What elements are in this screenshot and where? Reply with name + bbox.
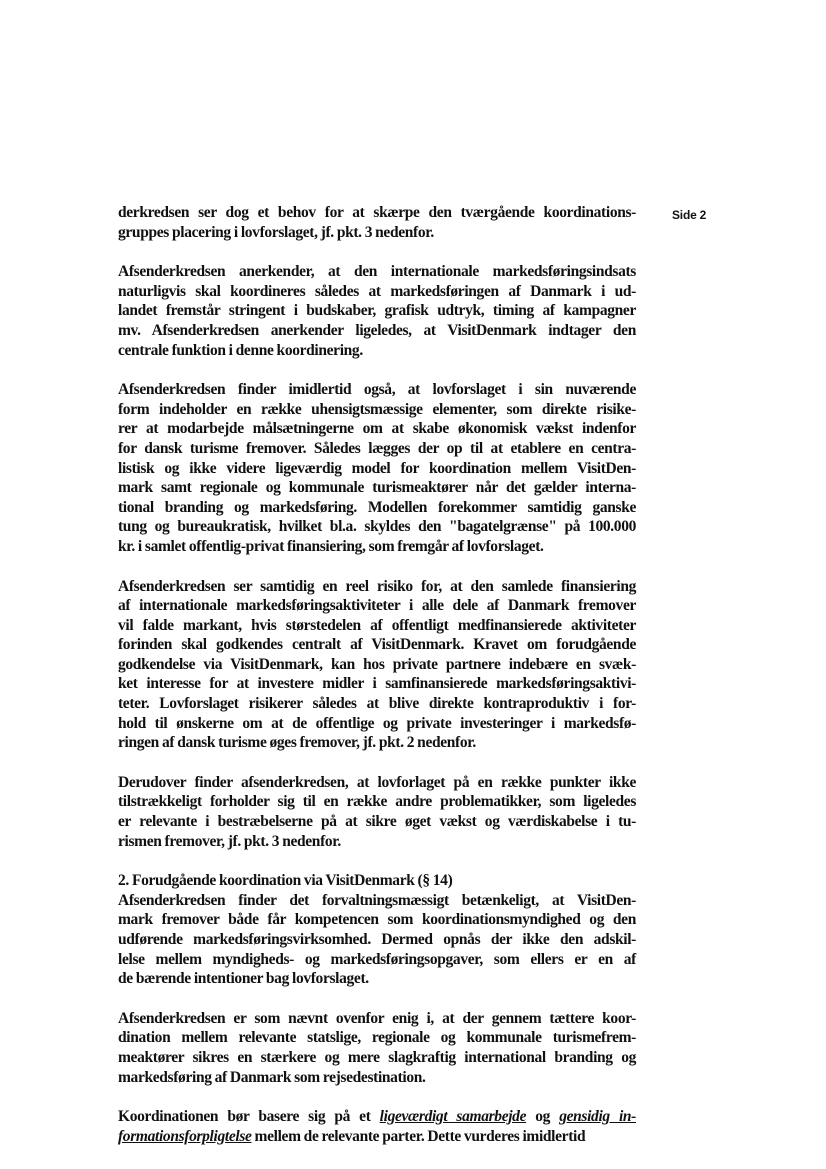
paragraph-line: meaktører sikres en stærkere og mere slagkraftig international branding og [118, 1048, 636, 1066]
paragraph-line: dination mellem relevante statslige, regionale og kommunale turismefrem- [118, 1029, 636, 1047]
paragraph-line: kr. i samlet offentlig-privat finansiering, som fremgår af lovforslaget. [118, 537, 544, 555]
paragraph-line [118, 1127, 636, 1147]
paragraph-line: Afsenderkredsen finder det forvaltningsmæssigt betænkeligt, at VisitDen- [118, 891, 636, 909]
paragraph-line: forinden skal godkendes centralt af VisitDenmark. Kravet om forudgående [118, 636, 636, 654]
intro-paragraphs [118, 203, 636, 851]
emphasis-text: formationsforpligtelse [118, 1127, 252, 1145]
paragraph-line: Afsenderkredsen er som nævnt ovenfor enig i, at der gennem tættere koor- [118, 1009, 636, 1027]
text-fragment: Koordinationen bør basere sig på et [118, 1108, 380, 1126]
paragraph [118, 262, 636, 360]
paragraph-line: godkendelse via VisitDenmark, kan hos private partnere indebære en svæk- [118, 655, 636, 673]
paragraph-line: rer at modarbejde målsætningerne om at skabe økonomisk vækst indenfor [118, 420, 636, 438]
paragraph-line: listisk og ikke videre ligeværdig model for koordination mellem VisitDen- [118, 459, 636, 477]
text-fragment: mellem de relevante parter. Dette vurderes imidlertid [251, 1127, 586, 1145]
paragraph-line: mv. Afsenderkredsen anerkender ligeledes, at VisitDenmark indtager den [118, 321, 636, 339]
paragraph-line: Afsenderkredsen anerkender, at den internationale markedsføringsindsats [118, 263, 636, 281]
paragraph-line: mark samt regionale og kommunale turismeaktører når det gælder interna- [118, 479, 636, 497]
paragraph-line: Afsenderkredsen finder imidlertid også, at lovforslaget i sin nuværende [118, 381, 636, 399]
paragraph [118, 1009, 636, 1087]
paragraph-line: af internationale markedsføringsaktiviteter i alle dele af Danmark fremover [118, 597, 636, 615]
paragraph [118, 577, 636, 753]
paragraph [118, 773, 636, 851]
paragraph-line: udførende markedsføringsvirksomhed. Dermed opnås der ikke den adskil- [118, 931, 636, 948]
paragraph-line: tilstrækkeligt forholder sig til en række andre problematikker, som ligeledes [118, 793, 636, 811]
paragraph-line: form indeholder en række uhensigtsmæssige elementer, som direkte risike- [118, 400, 636, 418]
final-paragraph [118, 1107, 636, 1146]
section-paragraphs [118, 891, 636, 1087]
paragraph-line: Derudover finder afsenderkredsen, at lovforlaget på en række punkter ikke [118, 773, 636, 791]
text-fragment: og [526, 1108, 560, 1126]
page-number: Side 2 [672, 208, 707, 222]
paragraph-line: Afsenderkredsen ser samtidig en reel risiko for, at den samlede finansiering [118, 577, 636, 595]
paragraph-line: teter. Lovforslaget risikerer således at blive direkte kontraproduktiv i for- [118, 695, 636, 713]
paragraph-line: ket interesse for at investere midler i samfinansierede markedsføringsaktivi- [118, 675, 636, 693]
paragraph-line [118, 1107, 636, 1127]
paragraph-line: lelse mellem myndigheds- og markedsføringsopgaver, som ellers er en af [118, 950, 636, 968]
emphasis-text: ligeværdigt samarbejde [379, 1108, 527, 1126]
paragraph-line: landet fremstår stringent i budskaber, grafisk udtryk, timing af kampagner [118, 302, 636, 320]
paragraph-line: gruppes placering i lovforslaget, jf. pkt. 3 nedenfor. [118, 223, 434, 241]
emphasis-text: gensidig in- [559, 1108, 636, 1126]
paragraph-line: for dansk turisme fremover. Således lægges der op til at etablere en centra- [118, 439, 636, 457]
paragraph-line: derkredsen ser dog et behov for at skærpe den tværgående koordinations- [118, 204, 636, 221]
paragraph-line: centrale funktion i denne koordinering. [118, 341, 363, 359]
paragraph [118, 380, 636, 556]
paragraph-line: er relevante i bestræbelserne på at sikre øget vækst og værdiskabelse i tu- [118, 813, 636, 831]
document-body [118, 203, 636, 1166]
paragraph-line: hold til ønskerne om at de offentlige og private investeringer i markedsfø- [118, 714, 636, 732]
paragraph-line: rismen fremover, jf. pkt. 3 nedenfor. [118, 832, 341, 850]
paragraph-line: naturligvis skal koordineres således at markedsføringen af Danmark i ud- [118, 282, 636, 300]
paragraph-line: markedsføring af Danmark som rejsedestination. [118, 1068, 426, 1086]
paragraph-line: mark fremover både får kompetencen som koordinationsmyndighed og den [118, 911, 636, 929]
paragraph [118, 203, 636, 242]
paragraph-line: de bærende intentioner bag lovforslaget. [118, 970, 369, 988]
paragraph-line: vil falde markant, hvis størstedelen af offentligt medfinansierede aktiviteter [118, 616, 636, 634]
paragraph-line: tional branding og markedsføring. Modellen forekommer samtidig ganske [118, 498, 636, 516]
paragraph-line: tung og bureaukratisk, hvilket bl.a. skyldes den "bagatelgrænse" på 100.000 [118, 518, 636, 536]
section-heading: 2. Forudgående koordination via VisitDenmark (§ 14) [118, 872, 453, 890]
paragraph-line: ringen af dansk turisme øges fremover, jf. pkt. 2 nedenfor. [118, 734, 476, 752]
paragraph [118, 891, 636, 989]
